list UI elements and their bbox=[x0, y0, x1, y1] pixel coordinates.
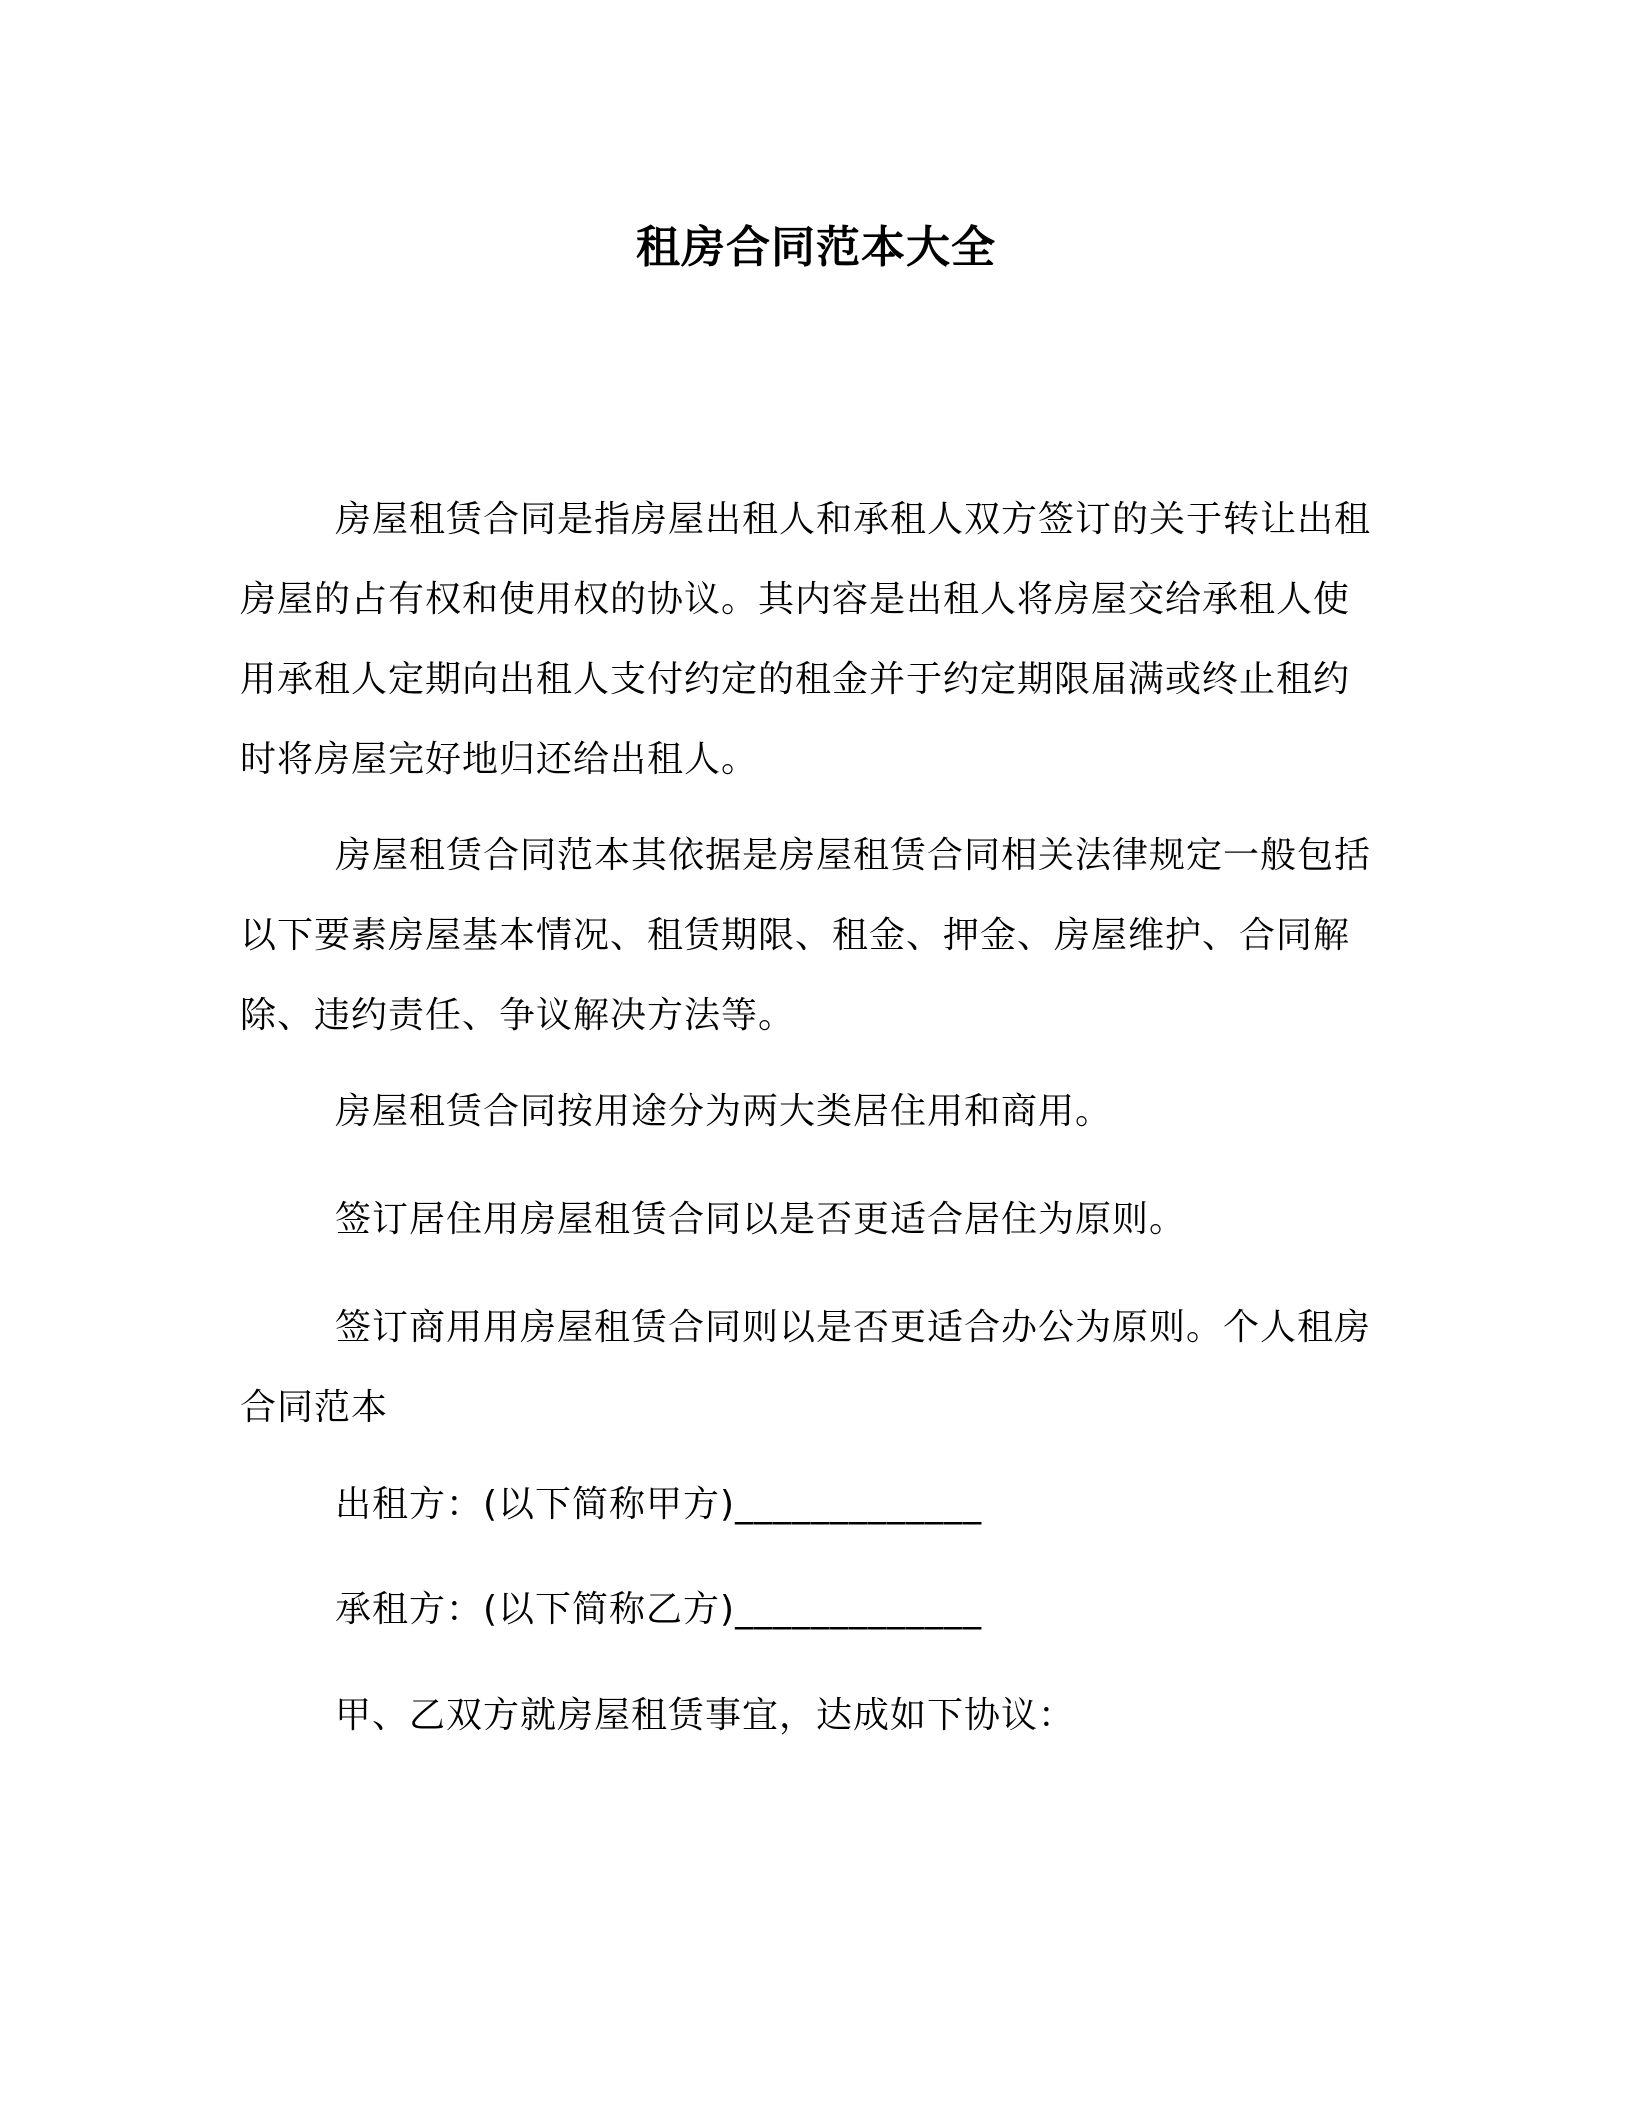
paragraph-residential-principle: 签订居住用房屋租赁合同以是否更适合居住为原则。 bbox=[335, 1199, 1187, 1240]
document-title: 租房合同范本大全 bbox=[636, 222, 996, 273]
lessor-line: 出租方：(以下简称甲方)_____________ bbox=[335, 1484, 983, 1525]
paragraph-contract-elements: 房屋租赁合同范本其依据是房屋租赁合同相关法律规定一般包括以下要素房屋基本情况、租赁期限、租金、押金、房屋维护、合同解除、违约责任、争议解决方法等。 bbox=[240, 835, 1372, 1036]
paragraph-commercial-principle: 签订商用用房屋租赁合同则以是否更适合办公为原则。个人租房合同范本 bbox=[240, 1307, 1372, 1428]
paragraph-contract-types: 房屋租赁合同按用途分为两大类居住用和商用。 bbox=[335, 1091, 1113, 1132]
agreement-intro: 甲、乙双方就房屋租赁事宜，达成如下协议： bbox=[335, 1695, 1076, 1736]
paragraph-lease-definition: 房屋租赁合同是指房屋出租人和承租人双方签订的关于转让出租房屋的占有权和使用权的协议。其内容是出租人将房屋交给承租人使用承租人定期向出租人支付约定的租金并于约定期限届满或终止租约时将房屋完好地归还给出租人。 bbox=[240, 499, 1372, 780]
lessee-line: 承租方：(以下简称乙方)_____________ bbox=[335, 1589, 983, 1630]
